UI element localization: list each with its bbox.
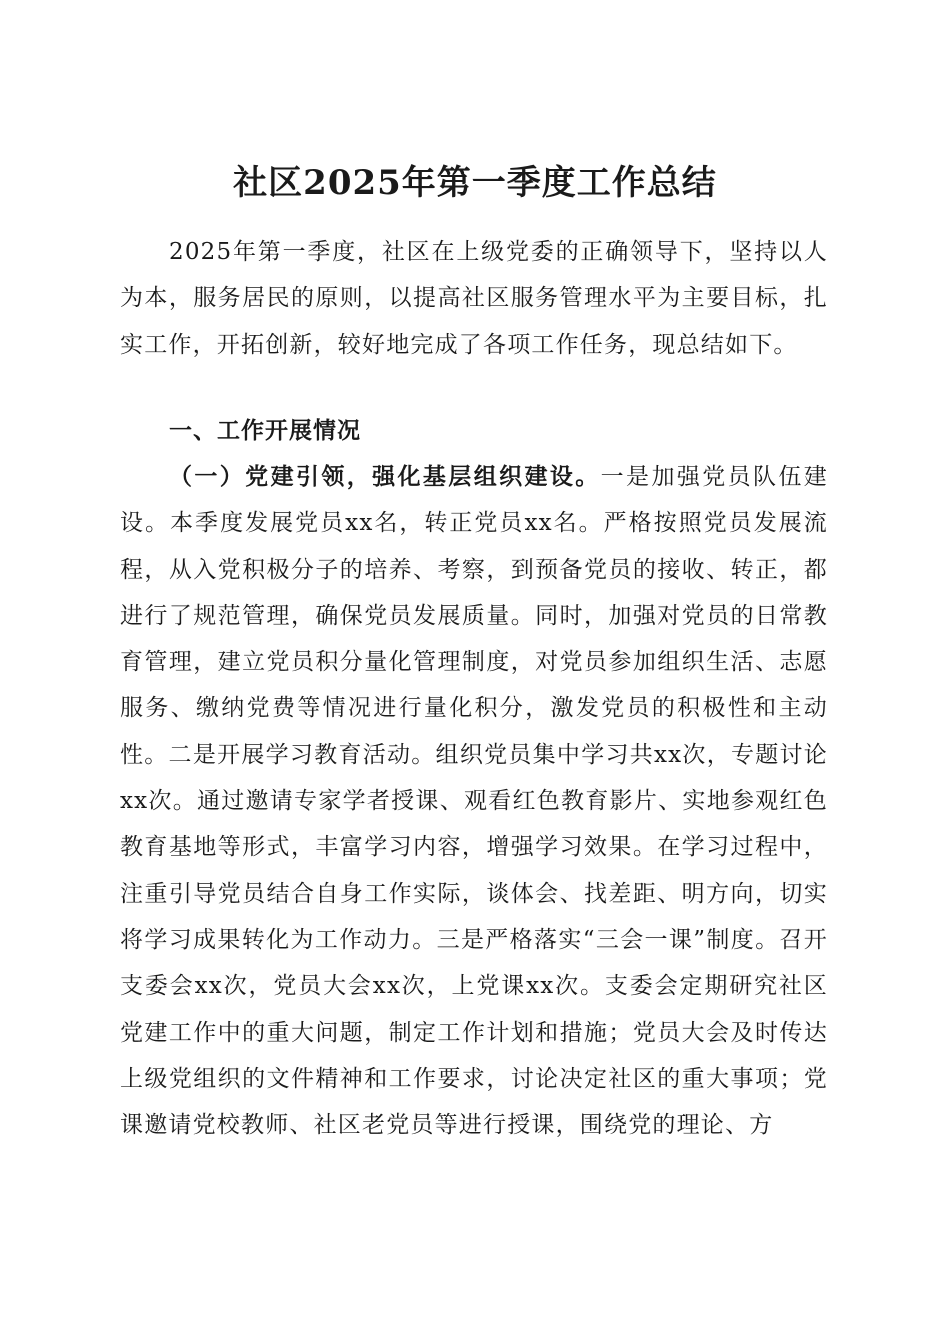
subsection-paragraph-party-building [120,454,828,1148]
section-heading-work-progress: 一、工作开展情况 [169,418,361,444]
document-title: 社区2025年第一季度工作总结 [233,162,717,203]
subsection-heading-party-building: （一）党建引领，强化基层组织建设。 [169,463,601,490]
intro-paragraph: 2025年第一季度，社区在上级党委的正确领导下，坚持以人为本，服务居民的原则，以提高社区服务管理水平为主要目标，扎实工作，开拓创新，较好地完成了各项工作任务，现总结如下。 [120,239,828,358]
subsection-body-party-building: 一是加强党员队伍建设。本季度发展党员xx名，转正党员xx名。严格按照党员发展流程，从入党积极分子的培养、考察，到预备党员的接收、转正，都进行了规范管理，确保党员发展质量。同时，加强对党员的日常教育管理，建立党员积分量化管理制度，对党员参加组织生活、志愿服务、缴纳党费等情况进行量化积分，激发党员的积极性和主动性。二是开展学习教育活动。组织党员集中学习共xx次，专题讨论xx次。通过邀请专家学者授课、观看红色教育影片、实地参观红色教育基地等形式，丰富学习内容，增强学习效果。在学习过程中，注重引导党员结合自身工作实际，谈体会、找差距、明方向，切实将学习成果转化为工作动力。三是严格落实“三会一课”制度。召开支委会xx次，党员大会xx次，上党课xx次。支委会定期研究社区党建工作中的重大问题，制定工作计划和措施；党员大会及时传达上级党组织的文件精神和工作要求，讨论决定社区的重大事项；党课邀请党校教师、社区老党员等进行授课，围绕党的理论、方 [120,464,828,1139]
